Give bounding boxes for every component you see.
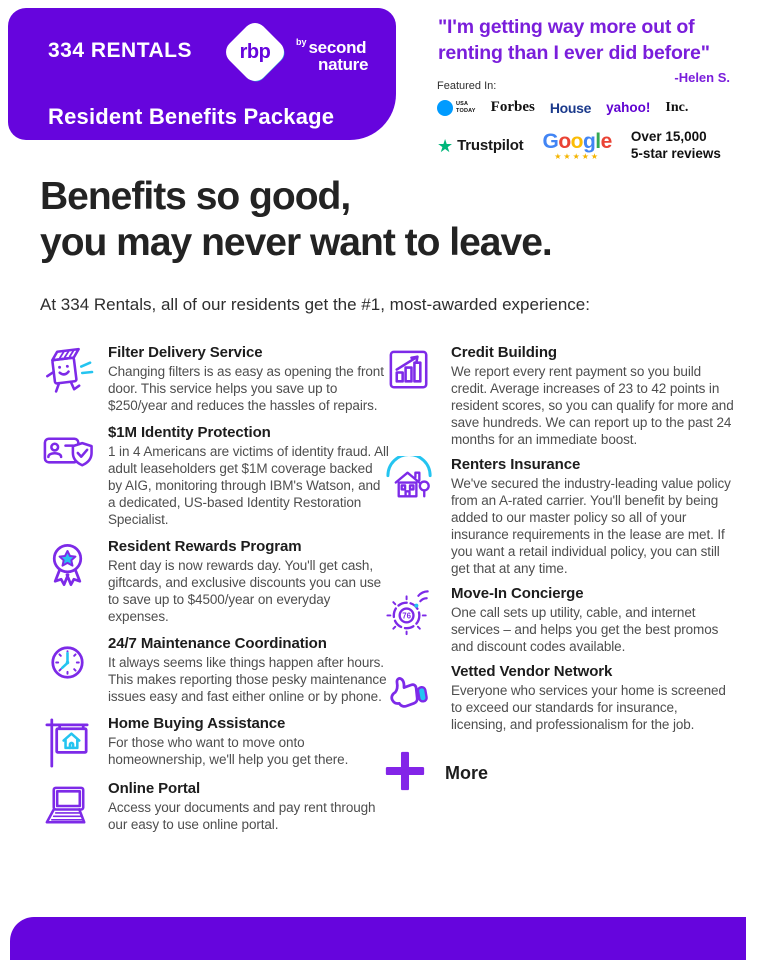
benefit-online-portal: [40, 780, 390, 835]
usa-today-text-1: USA: [456, 101, 469, 108]
benefit-body: Changing filters is as easy as opening the front door. This service helps you save up to $250/year and reduces the hassles of repairs.: [108, 364, 384, 413]
benefit-identity-protection: [40, 424, 390, 528]
bottom-accent-bar: [10, 917, 746, 960]
benefit-title: Credit Building: [451, 344, 557, 361]
house-magazine-logo: House: [549, 99, 592, 116]
featured-in-label: Featured In:: [437, 80, 497, 92]
page-title: [40, 174, 552, 265]
benefit-title: Filter Delivery Service: [108, 344, 263, 361]
second-nature-logo: [296, 38, 368, 72]
trustpilot-star-icon: ★: [437, 135, 454, 156]
more-label: More: [445, 763, 489, 783]
benefit-body: 1 in 4 Americans are victims of identity fraud. All adult leaseholders get $1M coverage backed by AIG, monitoring through IBM's Watson, and a dedicated, US-based Identity Restoration Specialist.: [108, 444, 389, 527]
rbp-logo: [224, 18, 394, 94]
plus-icon: [383, 749, 427, 798]
quote-line-1: "I'm getting way more out of: [438, 16, 695, 38]
benefit-title: 24/7 Maintenance Coordination: [108, 635, 327, 652]
benefit-title: Renters Insurance: [451, 456, 581, 473]
benefit-resident-rewards: [40, 538, 390, 625]
rbp-logo-text: rbp: [239, 40, 271, 63]
benefit-title: Resident Rewards Program: [108, 538, 302, 555]
benefit-title: Move-In Concierge: [451, 585, 584, 602]
inc-logo: Inc.: [665, 99, 689, 115]
id-card-shield-icon: [40, 424, 95, 479]
house-sign-icon: [40, 715, 95, 770]
benefit-body: For those who want to move onto homeownership, we'll help you get there.: [108, 735, 349, 767]
insured-house-icon: [383, 456, 438, 511]
benefit-maintenance: [40, 635, 390, 705]
google-logo: Google ★★★★★: [542, 129, 612, 161]
company-name: 334 RENTALS: [48, 39, 192, 62]
benefits-column-left: [40, 344, 390, 835]
benefit-vetted-vendors: [383, 663, 735, 733]
logo-brand-bottom: nature: [318, 54, 369, 74]
benefit-filter-delivery: [40, 344, 390, 414]
yahoo-logo: yahoo!: [606, 100, 651, 115]
benefit-body: Everyone who services your home is screened to exceed our standards for insurance, licensing, and professionalism for the job.: [451, 683, 726, 732]
benefit-title: Vetted Vendor Network: [451, 663, 613, 680]
featured-in-section: [437, 80, 767, 163]
benefit-body: We've secured the industry-leading value policy from an A-rated carrier. You'll benefit by being added to our master policy so all of your insurance requirements in the lease are met. If you want a retail individual policy, you can still get that at any time.: [451, 476, 731, 576]
trustpilot-logo: [437, 137, 523, 155]
usa-today-logo: [437, 100, 476, 116]
reviews-line-2: 5-star reviews: [630, 145, 721, 161]
benefit-credit-building: [383, 344, 735, 448]
google-stars-icon: ★★★★★: [554, 151, 601, 161]
trustpilot-text: Trustpilot: [457, 137, 524, 155]
dial-reading: 76: [402, 611, 411, 621]
benefit-renters-insurance: [383, 456, 735, 577]
filter-box-icon: [40, 344, 95, 399]
benefit-body: It always seems like things happen after hours. This makes reporting those pesky maintenance issues easy and fast either online or by phone.: [108, 655, 387, 704]
headline-line-1: Benefits so good,: [40, 175, 351, 218]
clock-icon: [40, 635, 95, 690]
usa-today-text-2: TODAY: [456, 107, 476, 114]
benefit-body: Access your documents and pay rent through our easy to use online portal.: [108, 800, 376, 832]
credit-chart-icon: [383, 344, 438, 399]
logo-by-text: by: [296, 37, 307, 47]
benefit-title: Online Portal: [108, 780, 201, 797]
reviews-line-1: Over 15,000: [630, 129, 707, 144]
quote-line-2: renting than I ever did before": [438, 41, 710, 64]
laptop-icon: [40, 780, 95, 835]
reviews-count: [631, 129, 721, 163]
headline-line-2: you may never want to leave.: [40, 220, 552, 264]
benefits-column-right: [383, 344, 735, 798]
forbes-logo: Forbes: [490, 99, 535, 115]
benefit-body: We report every rent payment so you build credit. Average increases of 23 to 42 points in resident scores, so you can qualify for more and save hundreds. We can report up to the past 24 months for an immediate boost.: [451, 364, 734, 447]
thumbs-up-icon: [383, 663, 438, 718]
logo-brand-top: second: [308, 38, 367, 57]
subheading: At 334 Rentals, all of our residents get the #1, most-awarded experience:: [40, 295, 590, 314]
concierge-dial-icon: [383, 585, 438, 640]
more-benefits-row: [383, 749, 735, 798]
press-logo-row: [437, 99, 767, 116]
benefit-title: Home Buying Assistance: [108, 715, 286, 732]
quote-attribution: -Helen S.: [674, 69, 730, 85]
benefit-move-in-concierge: [383, 585, 735, 655]
benefit-title: $1M Identity Protection: [108, 424, 271, 441]
package-title: Resident Benefits Package: [48, 104, 335, 129]
review-logo-row: [437, 129, 767, 163]
award-medal-icon: [40, 538, 95, 593]
usa-today-circle-icon: [437, 100, 453, 116]
testimonial: [438, 15, 758, 85]
header-card: [8, 8, 396, 140]
benefit-home-buying: [40, 715, 390, 770]
benefit-body: Rent day is now rewards day. You'll get cash, giftcards, and exclusive discounts you can use to save up to $4500/year on everyday expenses.: [108, 558, 382, 624]
benefit-body: One call sets up utility, cable, and internet services – and helps you get the best promos and discount codes available.: [451, 605, 719, 654]
